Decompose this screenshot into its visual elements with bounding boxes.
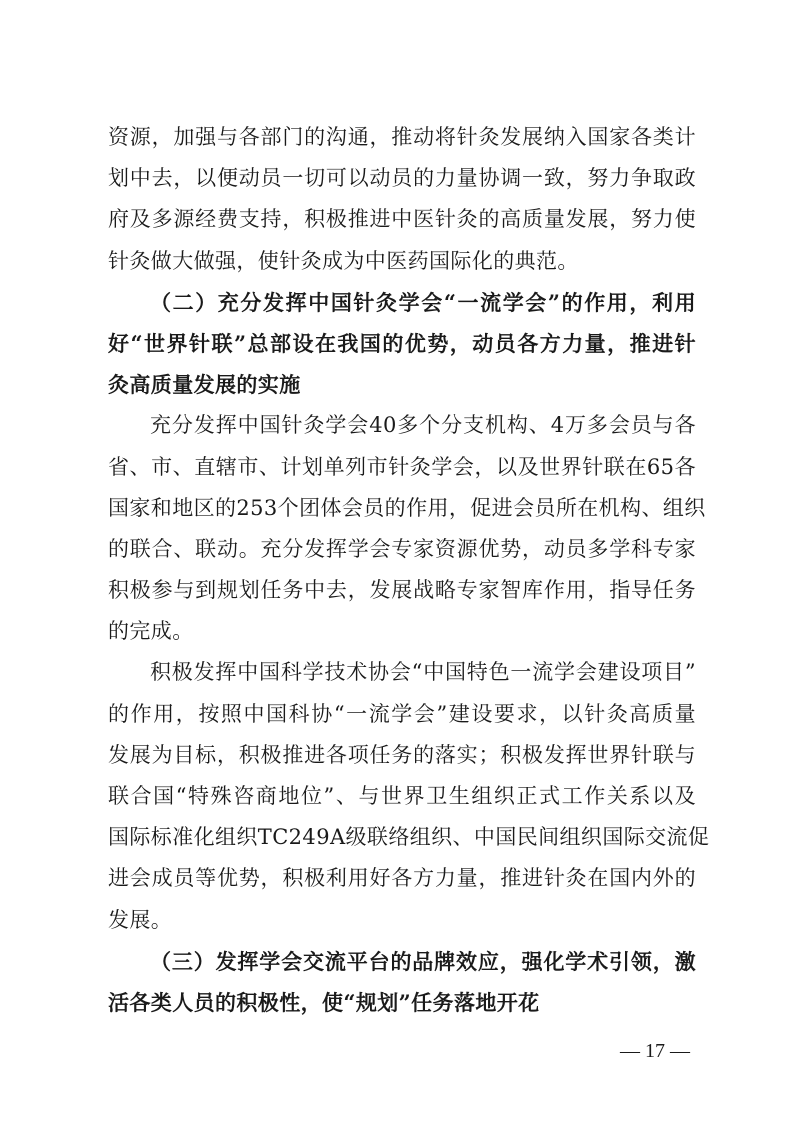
heading-line: 灸高质量发展的实施 — [108, 372, 301, 398]
text-line: 国际标准化组织TC249A级联络组织、中国民间组织国际交流促 — [108, 825, 710, 850]
text-line: 省、市、直辖市、计划单列市针灸学会，以及世界针联在65各 — [108, 454, 696, 479]
text-line: 资源，加强与各部门的沟通，推动将针灸发展纳入国家各类计 — [108, 125, 696, 149]
section-heading-3 — [108, 941, 696, 1023]
paragraph-cast-project — [108, 652, 710, 940]
heading-line: （二）充分发挥中国针灸学会“一流学会”的作用，利用 — [150, 289, 696, 315]
paragraph-society-branches — [108, 405, 706, 652]
section-heading-2 — [108, 282, 696, 406]
heading-line: （三）发挥学会交流平台的品牌效应，强化学术引领，激 — [150, 948, 696, 974]
text-line: 发展。 — [108, 907, 173, 932]
text-line: 划中去，以便动员一切可以动员的力量协调一致，努力争取政 — [108, 166, 696, 191]
text-line: 积极参与到规划任务中去，发展战略专家智库作用，指导任务 — [108, 578, 696, 603]
text-line: 国家和地区的253个团体会员的作用，促进会员所在机构、组织 — [108, 495, 706, 520]
text-line: 充分发挥中国针灸学会40多个分支机构、4万多会员与各 — [150, 413, 696, 438]
page-number: — 17 — — [620, 1040, 690, 1062]
text-line: 积极发挥中国科学技术协会“中国特色一流学会建设项目” — [150, 660, 696, 685]
heading-line: 好“世界针联”总部设在我国的优势，动员各方力量，推进针 — [108, 330, 696, 356]
document-page — [108, 117, 710, 1023]
text-line: 的联合、联动。充分发挥学会专家资源优势，动员多学科专家 — [108, 536, 696, 561]
text-line: 的作用，按照中国科协“一流学会”建设要求，以针灸高质量 — [108, 701, 696, 726]
text-line: 府及多源经费支持，积极推进中医针灸的高质量发展，努力使 — [108, 207, 696, 232]
text-line: 联合国“特殊咨商地位”、与世界卫生组织正式工作关系以及 — [108, 784, 696, 808]
text-line: 的完成。 — [108, 619, 194, 644]
text-line: 发展为目标，积极推进各项任务的落实；积极发挥世界针联与 — [108, 742, 696, 767]
text-line: 针灸做大做强，使针灸成为中医药国际化的典范。 — [108, 248, 579, 273]
heading-line: 活各类人员的积极性，使“规划”任务落地开花 — [108, 989, 540, 1015]
paragraph-resources — [108, 117, 696, 282]
text-line: 进会成员等优势，积极利用好各方力量，推进针灸在国内外的 — [108, 866, 696, 891]
